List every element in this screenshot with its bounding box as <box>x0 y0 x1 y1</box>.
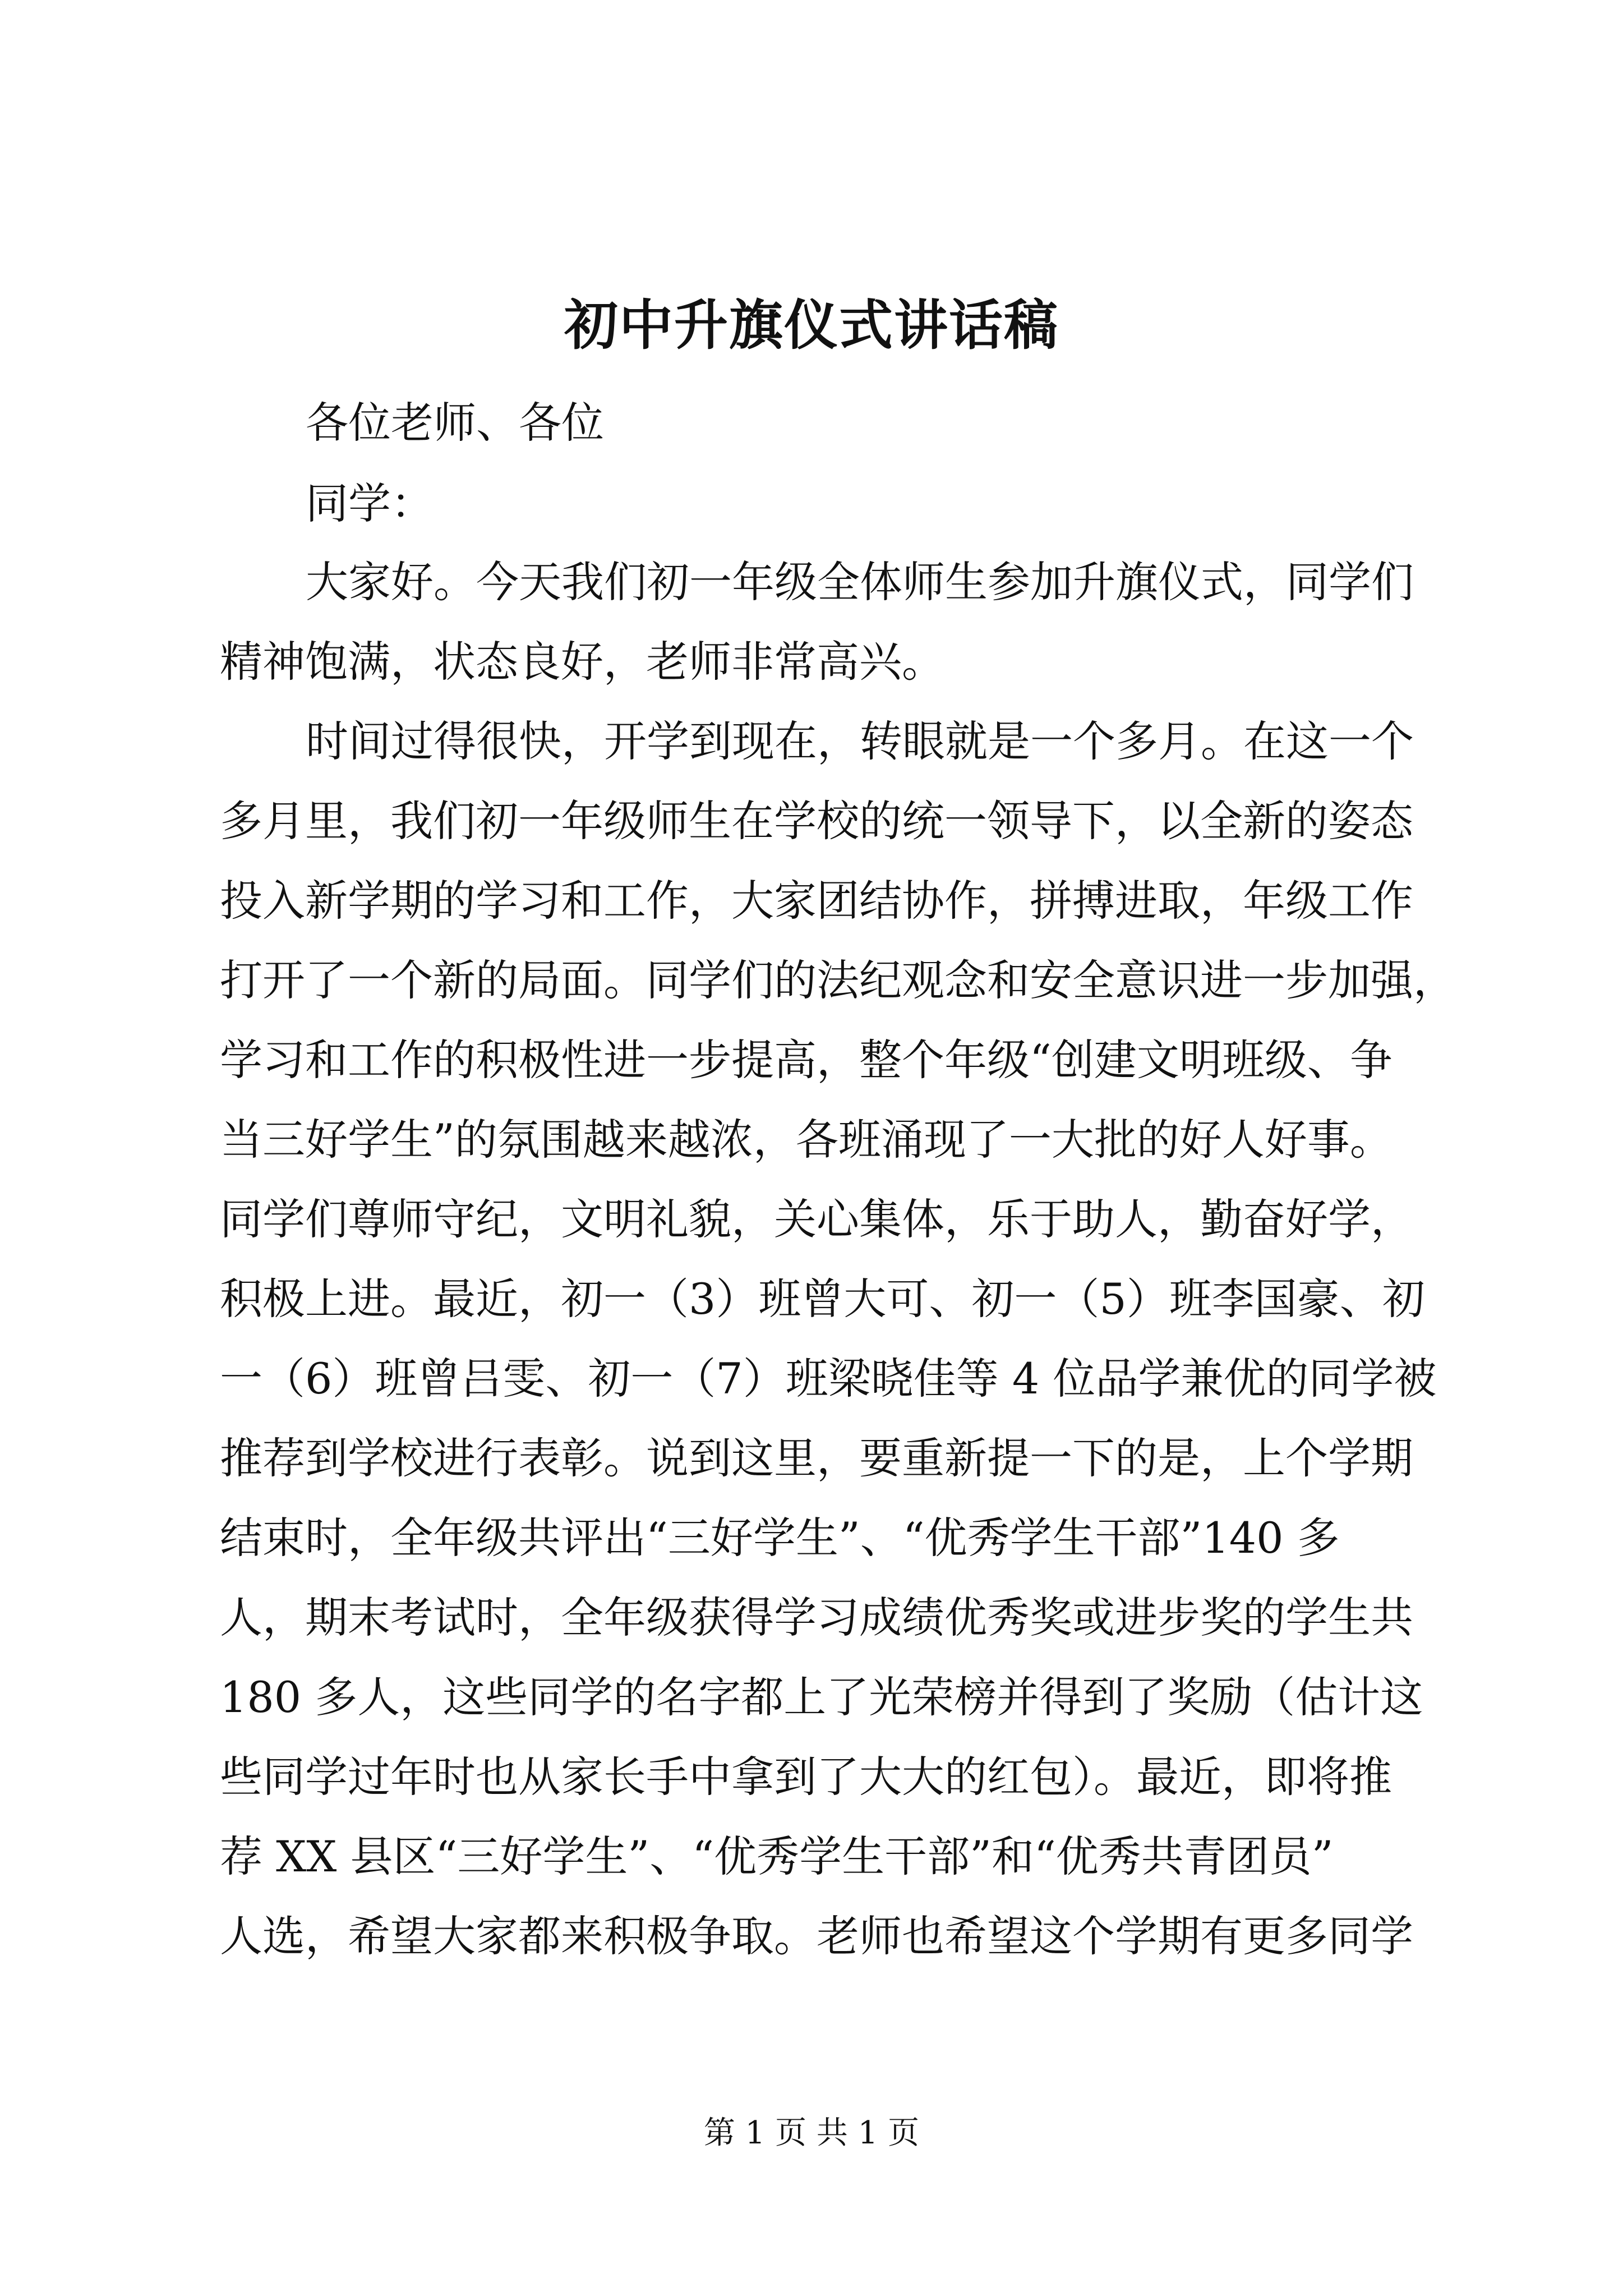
paragraph-line: 精神饱满，状态良好，老师非常高兴。 <box>220 637 944 687</box>
paragraph-line: 学习和工作的积极性进一步提高，整个年级“创建文明班级、争 <box>220 1035 1393 1085</box>
document-title: 初中升旗仪式讲话稿 <box>564 293 1059 357</box>
paragraph-line: 多月里，我们初一年级师生在学校的统一领导下，以全新的姿态 <box>220 796 1413 846</box>
paragraph-line: 积极上进。最近，初一（3）班曾大可、初一（5）班李国豪、初 <box>220 1274 1425 1324</box>
page-number-footer: 第 1 页 共 1 页 <box>703 2115 920 2151</box>
paragraph-line: 投入新学期的学习和工作，大家团结协作，拼搏进取，年级工作 <box>220 876 1413 926</box>
paragraph-line: 人选，希望大家都来积极争取。老师也希望这个学期有更多同学 <box>220 1911 1413 1961</box>
paragraph-line: 人，期末考试时，全年级获得学习成绩优秀奖或进步奖的学生共 <box>220 1593 1413 1642</box>
paragraph-line: 一（6）班曾吕雯、初一（7）班梁晓佳等 4 位品学兼优的同学被 <box>220 1354 1437 1404</box>
paragraph-line: 荐 XX 县区“三好学生”、“优秀学生干部”和“优秀共青团员” <box>220 1832 1334 1881</box>
paragraph-line: 180 多人，这些同学的名字都上了光荣榜并得到了奖励（估计这 <box>220 1672 1423 1722</box>
paragraph-line: 打开了一个新的局面。同学们的法纪观念和安全意识进一步加强， <box>220 955 1456 1005</box>
paragraph-line: 结束时，全年级共评出“三好学生”、“优秀学生干部”140 多 <box>220 1513 1340 1563</box>
paragraph-line: 推荐到学校进行表彰。说到这里，要重新提一下的是，上个学期 <box>220 1433 1413 1483</box>
paragraph-line: 同学们尊师守纪，文明礼貌，关心集体，乐于助人，勤奋好学， <box>220 1194 1413 1244</box>
paragraph-line: 些同学过年时也从家长手中拿到了大大的红包）。最近，即将推 <box>220 1752 1392 1802</box>
paragraph-line: 当三好学生”的氛围越来越浓，各班涌现了一大批的好人好事。 <box>220 1115 1393 1165</box>
greeting-line: 同学： <box>306 478 434 528</box>
paragraph-line: 大家好。今天我们初一年级全体师生参加升旗仪式，同学们 <box>306 557 1414 607</box>
paragraph-line: 时间过得很快，开学到现在，转眼就是一个多月。在这一个 <box>306 716 1414 766</box>
greeting-line: 各位老师、各位 <box>306 398 604 448</box>
